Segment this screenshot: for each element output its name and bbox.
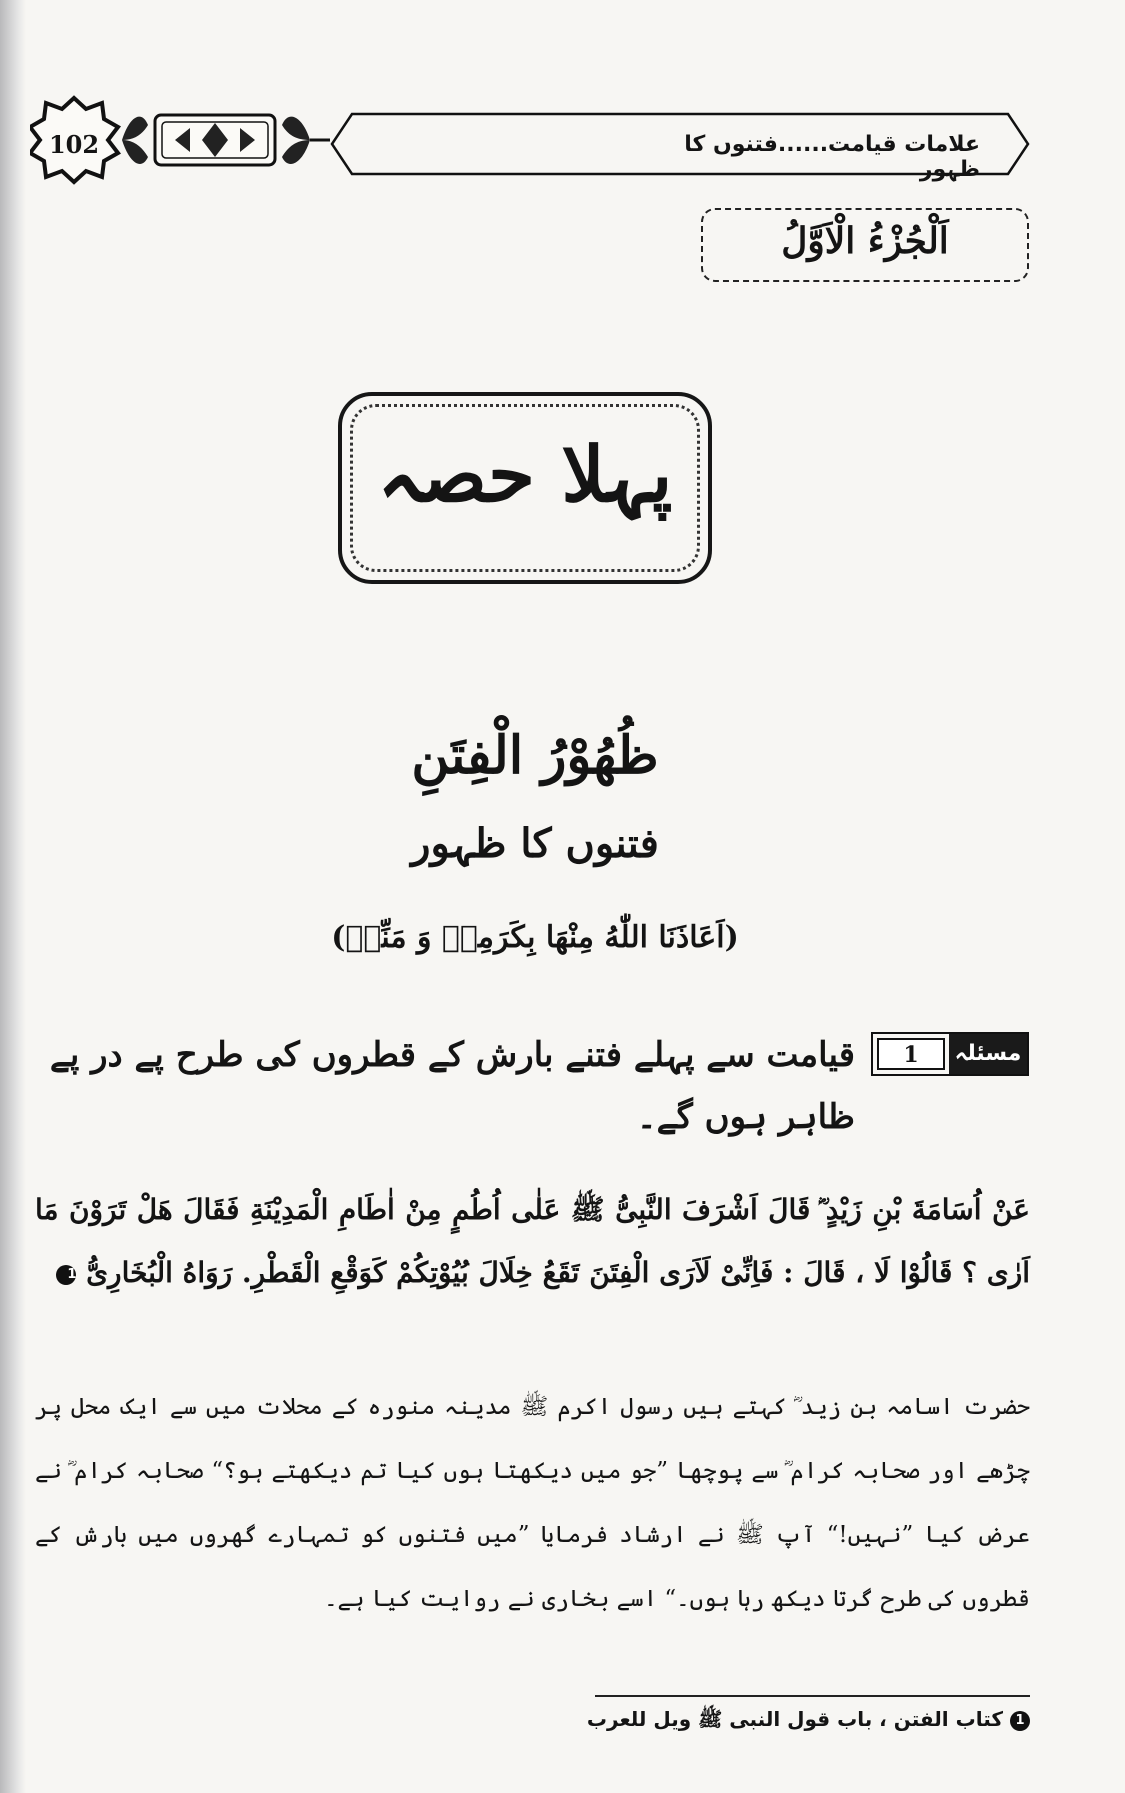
hadith-urdu-translation: حضرت اسامہ بن زید ؓ کہتے ہیں رسول اکرم ﷺ مدینہ منورہ کے محلات میں سے ایک محل پر چڑھے اور صحابہ کرام ؓ سے پوچھا ”جو میں دیکھتا ہوں کیا تم دیکھتے ہو؟“ صحابہ کرام ؓ نے عرض کیا ”نہیں!“ آپ ﷺ نے ارشاد فرمایا ”میں فتنوں کو تمہارے گھروں میں بارش کے قطروں کی طرح گرتا دیکھ رہا ہوں۔“ اسے بخاری نے روایت کیا ہے۔ [35,1394,1030,1612]
footnote-reference-marker[interactable]: 1 [56,1265,76,1285]
running-head-title: علامات قیامت......فتنوں کا ظہور [684,132,980,182]
masala-label: مسئلہ [949,1034,1027,1074]
masala-number: 1 [877,1038,945,1070]
masala-badge [871,1032,1029,1076]
part-label: اَلْجُزْءُ الْاَوَّلُ [781,220,949,262]
chapter-dua: (اَعَاذَنَا اللّٰهُ مِنْهَا بِكَرَمِهٖ وَ مَنِّهٖ) [331,920,739,955]
ornament-flourish-right [282,117,310,164]
footnote [430,1707,1030,1736]
page-number: 102 [48,130,100,159]
footnote-divider [595,1695,1030,1697]
masala-heading-text: قیامت سے پہلے فتنے بارش کے قطروں کی طرح پے در پے ظاہر ہوں گے۔ [49,1035,855,1137]
section-title: پہلا حصہ [377,430,673,519]
footnote-text: كتاب الفتن ، باب قول النبی ﷺ ويل للعرب [586,1707,1004,1731]
hadith-arabic-text [35,1178,1030,1304]
chapter-title-urdu: فتنوں کا ظہور [411,820,659,867]
page-binding-shadow [0,0,26,1793]
hadith-arabic-body: عَنْ اُسَامَةَ بْنِ زَيْدٍ ؓ قَالَ اَشْرَفَ النَّبِیُّ ﷺ عَلٰى اُطُمٍ مِنْ اٰطَامِ الْمَدِيْنَةِ فَقَالَ هَلْ تَرَوْنَ مَا اَرٰى ؟ قَالُوْا لَا ، قَالَ : فَاِنِّیْ لَاَرَى الْفِتَنَ تَقَعُ خِلَالَ بُيُوْتِكُمْ كَوَقْعِ الْقَطْرِ. رَوَاهُ الْبُخَارِیُّ [35,1193,1030,1289]
ornament-flourish-left [122,117,148,164]
chapter-title-arabic: ظُهُوْرُ الْفِتَنِ [411,725,659,786]
footnote-marker: 1 [1010,1711,1030,1731]
